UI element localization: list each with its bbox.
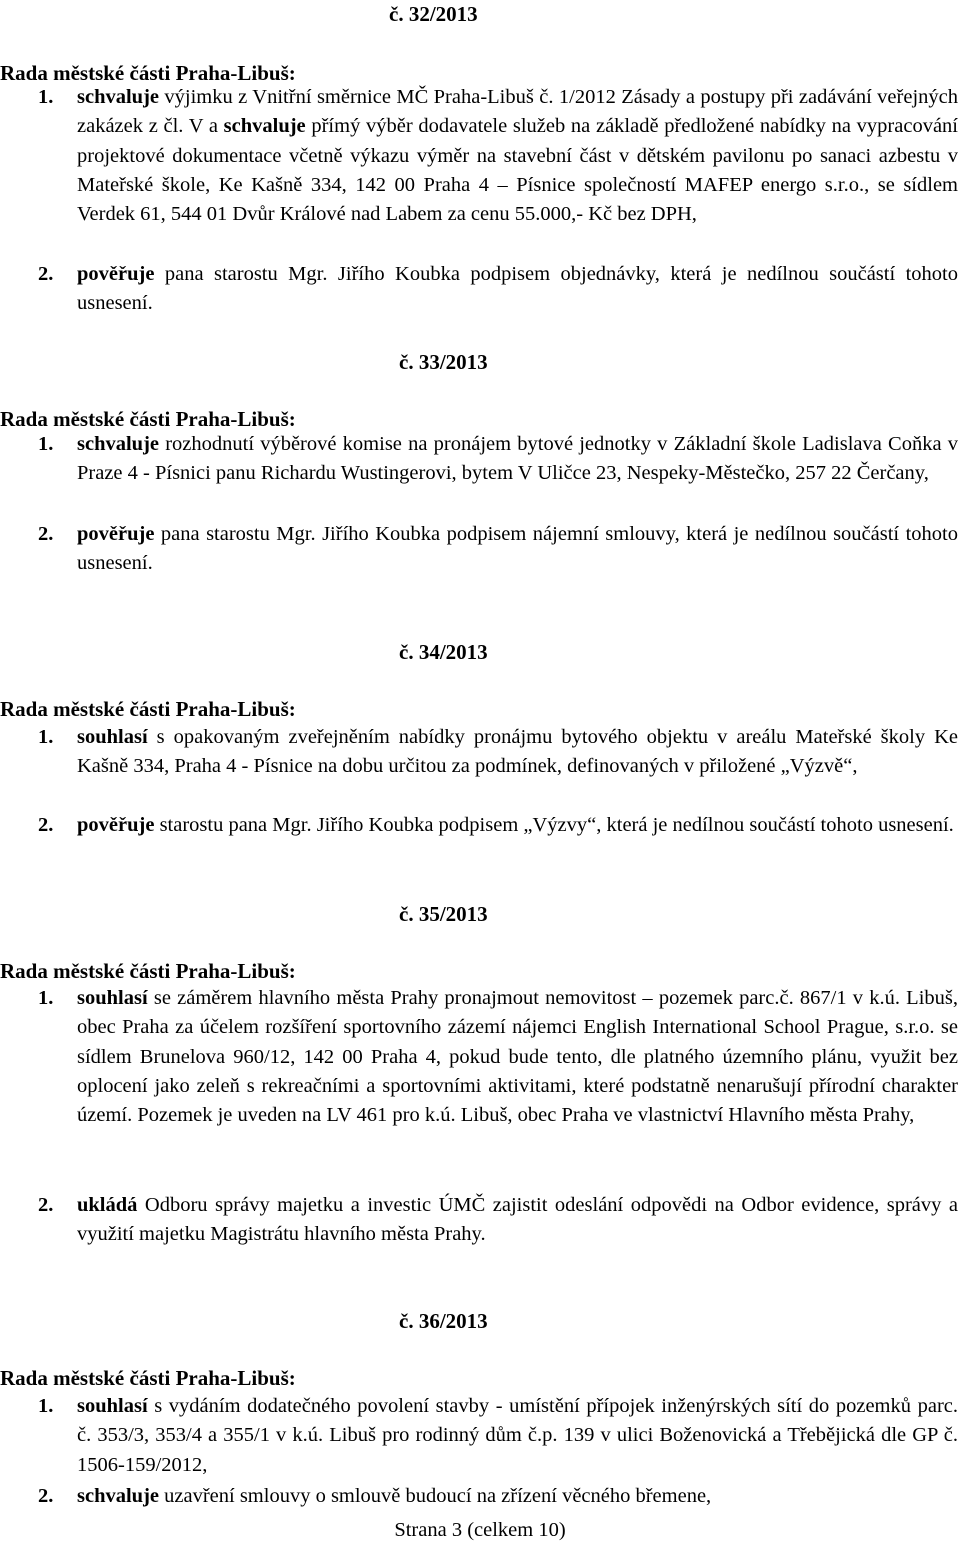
item-number: 1. — [38, 86, 54, 108]
item-body: přímý výběr dodavatele služeb na základě předložené nabídky na vypracování projektové dokumentace včetně výkazu výměr na stavební část v dětském pavilonu po sanaci azbestu v Mateřské škole, Ke Kašně 334, 142 00 Praha 4 – Písnice společností MAFEP energo s.r.o., se sídlem Verdek 61, 544 01 Dvůr Králové nad Labem za cenu 55.000,- Kč bez DPH, — [77, 115, 958, 226]
item-body: starostu pana Mgr. Jiřího Koubka podpisem „Výzvy“, která je nedílnou součástí tohoto usnesení. — [154, 814, 954, 836]
item-number: 2. — [38, 263, 54, 285]
resolution-number: č. 34/2013 — [399, 640, 488, 664]
resolution-item — [0, 1191, 958, 1250]
item-body: pana starostu Mgr. Jiřího Koubka podpisem objednávky, která je nedílnou součástí tohoto usnesení. — [77, 263, 958, 315]
item-number: 1. — [38, 987, 54, 1009]
item-body: s vydáním dodatečného povolení stavby - umístění přípojek inženýrských sítí do pozemků parc. č. 353/3, 353/4 a 355/1 v k.ú. Libuš pro rodinný dům č.p. 139 v ulici Boženovická a Třebějická dle GP č. 1506-159/2012, — [77, 1395, 958, 1476]
council-heading: Rada městské části Praha-Libuš: — [0, 697, 296, 721]
item-number: 2. — [38, 1485, 54, 1507]
item-text — [77, 1392, 958, 1480]
resolution-item — [0, 1392, 958, 1480]
item-number: 2. — [38, 523, 54, 545]
resolution-item — [0, 260, 958, 319]
council-heading: Rada městské části Praha-Libuš: — [0, 1366, 296, 1390]
item-verb: schvaluje — [77, 433, 159, 455]
item-number: 1. — [38, 433, 54, 455]
item-body: se záměrem hlavního města Prahy pronajmout nemovitost – pozemek parc.č. 867/1 v k.ú. Libuš, obec Praha za účelem rozšíření sportovního zázemí nájemci English International School Prague, s.r.o. se sídlem Brunelova 960/12, 142 00 Praha 4, pokud bude tento, dle platného územního plánu, využit bez oplocení jako zeleň s rekreačními a sportovními aktivitami, které podstatně nenarušují přírodní charakter území. Pozemek je uveden na LV 461 pro k.ú. Libuš, obec Praha ve vlastnictví Hlavního města Prahy, — [77, 987, 958, 1127]
resolution-number: č. 32/2013 — [389, 2, 478, 26]
item-text — [77, 984, 958, 1130]
item-verb: souhlasí — [77, 726, 148, 748]
item-verb: souhlasí — [77, 1395, 148, 1417]
resolution-item — [0, 430, 958, 489]
item-verb: ukládá — [77, 1194, 138, 1216]
item-verb: pověřuje — [77, 523, 155, 545]
page-footer: Strana 3 (celkem 10) — [394, 1519, 566, 1541]
item-body: pana starostu Mgr. Jiřího Koubka podpisem nájemní smlouvy, která je nedílnou součástí tohoto usnesení. — [77, 523, 958, 575]
item-number: 2. — [38, 814, 54, 836]
item-verb: schvaluje — [77, 86, 159, 108]
item-body: rozhodnutí výběrové komise na pronájem bytové jednotky v Základní škole Ladislava Coňka v Praze 4 - Písnici panu Richardu Wustingerovi, bytem V Uličce 23, Nespeky-Městečko, 257 22 Čerčany, — [77, 433, 958, 485]
item-text — [77, 260, 958, 319]
item-text — [77, 520, 958, 579]
resolution-number: č. 36/2013 — [399, 1309, 488, 1333]
item-text — [77, 83, 958, 229]
item-number: 1. — [38, 1395, 54, 1417]
resolution-item — [0, 723, 958, 782]
item-text — [77, 1482, 958, 1511]
item-body: Odboru správy majetku a investic ÚMČ zajistit odeslání odpovědi na Odbor evidence, správy a využití majetku Magistrátu hlavního města Prahy. — [77, 1194, 958, 1246]
item-number: 1. — [38, 726, 54, 748]
item-body: s opakovaným zveřejněním nabídky pronájmu bytového objektu v areálu Mateřské školy Ke Kašně 334, Praha 4 - Písnice na dobu určitou za podmínek, definovaných v přiložené „Výzvě“, — [77, 726, 958, 778]
item-text — [77, 811, 958, 840]
item-text — [77, 1191, 958, 1250]
council-heading: Rada městské části Praha-Libuš: — [0, 959, 296, 983]
resolution-item — [0, 984, 958, 1130]
item-verb: souhlasí — [77, 987, 148, 1009]
item-verb: schvaluje — [223, 115, 306, 138]
resolution-item — [0, 1482, 958, 1511]
resolution-item — [0, 83, 958, 229]
resolution-number: č. 35/2013 — [399, 902, 488, 926]
resolution-number: č. 33/2013 — [399, 350, 488, 374]
item-verb: pověřuje — [77, 263, 155, 285]
council-heading: Rada městské části Praha-Libuš: — [0, 61, 296, 85]
council-heading: Rada městské části Praha-Libuš: — [0, 407, 296, 431]
item-body: uzavření smlouvy o smlouvě budoucí na zřízení věcného břemene, — [159, 1485, 712, 1507]
item-text — [77, 723, 958, 782]
item-verb: pověřuje — [77, 814, 155, 836]
item-body: výjimku z Vnitřní směrnice MČ Praha-Libuš č. 1/2012 Zásady a postupy při zadávání veřejných zakázek z čl. V a — [77, 86, 958, 138]
resolution-item — [0, 520, 958, 579]
resolution-item — [0, 811, 958, 840]
item-verb: schvaluje — [77, 1485, 159, 1507]
item-number: 2. — [38, 1194, 54, 1216]
item-text — [77, 430, 958, 489]
